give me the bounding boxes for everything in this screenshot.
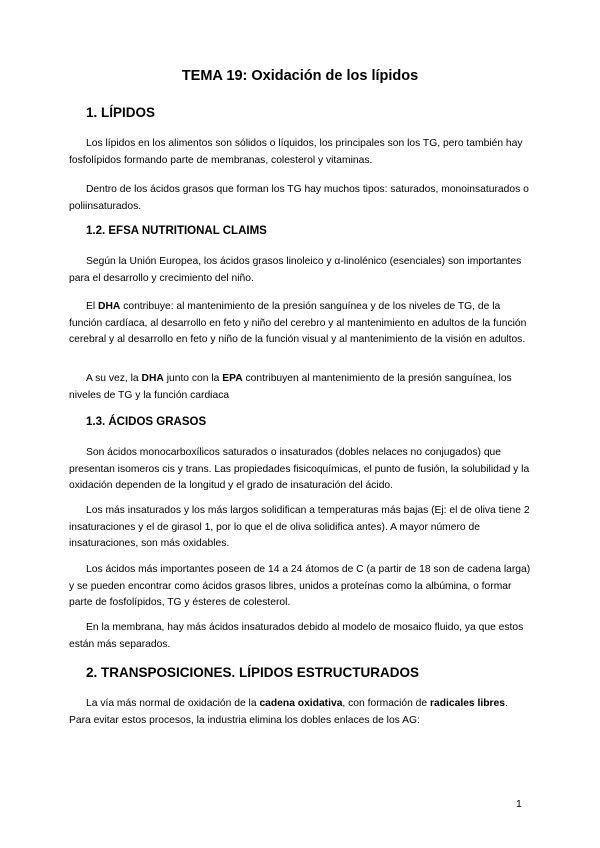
paragraph-acidos-1: Son ácidos monocarboxílicos saturados o insaturados (dobles nelaces no conjugados) que presentan isomeros cis y trans. Las propiedades fisicoquímicas, el punto de fusión, la solubilidad y la oxidación dependen de la longitud y el grado de insaturación del ácido. bbox=[69, 447, 530, 492]
paragraph-transposiciones-1 bbox=[69, 696, 531, 729]
paragraph-efsa-2 bbox=[69, 299, 531, 349]
text-run: contribuye: al mantenimiento de la presión sanguínea y de los niveles de TG, de la función cardíaca, al desarrollo en feto y niño del cerebro y al mantenimiento en adultos de la función cerebral y al desarrollo en feto y niño de la función visual y al mantenimiento de la visión en adultos. bbox=[69, 301, 527, 346]
heading-efsa: 1.2. EFSA NUTRITIONAL CLAIMS bbox=[86, 225, 267, 237]
paragraph-efsa-3 bbox=[69, 371, 531, 404]
heading-acidos-grasos: 1.3. ÁCIDOS GRASOS bbox=[86, 416, 207, 428]
heading-transposiciones: 2. TRANSPOSICIONES. LÍPIDOS ESTRUCTURADOS bbox=[86, 665, 420, 680]
text-run: junto con la bbox=[163, 373, 223, 384]
bold-dha: DHA bbox=[141, 373, 164, 384]
text-run: , con formación de bbox=[342, 698, 430, 709]
paragraph-lipidos-2: Dentro de los ácidos grasos que forman los TG hay muchos tipos: saturados, monoinsaturados o poliinsaturados. bbox=[69, 184, 529, 212]
bold-radicales-libres: radicales libres bbox=[430, 698, 505, 709]
text-run: . Para evitar estos procesos, la industria elimina los dobles enlaces de los AG: bbox=[69, 698, 508, 726]
paragraph-acidos-4: En la membrana, hay más ácidos insaturados debido al modelo de mosaico fluido, ya que estos están más separados. bbox=[69, 622, 524, 650]
text-run: contribuyen al mantenimiento de la presión sanguínea, los niveles de TG y la función cardiaca bbox=[69, 373, 512, 401]
text-run: A su vez, la bbox=[86, 373, 142, 384]
paragraph-acidos-2: Los más insaturados y los más largos solidifican a temperaturas más bajas (Ej: el de oliva tiene 2 insaturaciones y el de girasol 1, por lo que el de oliva solidifica antes). A mayor número de insaturaciones, son más oxidables. bbox=[69, 505, 530, 550]
bold-dha: DHA bbox=[98, 301, 121, 312]
paragraph-lipidos-1: Los lípidos en los alimentos son sólidos o líquidos, los principales son los TG, pero también hay fosfolípidos formando parte de membranas, colesterol y vitaminas. bbox=[69, 138, 523, 166]
bold-cadena-oxidativa: cadena oxidativa bbox=[259, 698, 343, 709]
document-title: TEMA 19: Oxidación de los lípidos bbox=[181, 68, 419, 84]
paragraph-efsa-1: Según la Unión Europea, los ácidos grasos linoleico y α-linolénico (esenciales) son importantes para el desarrollo y crecimiento del niño. bbox=[69, 256, 522, 284]
page-number: 1 bbox=[516, 798, 522, 810]
text-run: La vía más normal de oxidación de la bbox=[86, 698, 260, 709]
text-run: El bbox=[86, 301, 99, 312]
bold-epa: EPA bbox=[222, 373, 243, 384]
paragraph-acidos-3: Los ácidos más importantes poseen de 14 a 24 átomos de C (a partir de 18 son de cadena larga) y se pueden encontrar como ácidos grasos libres, unidos a proteínas como la albúmina, o formar parte de fosfolípidos, TG y ésteres de colesterol. bbox=[69, 564, 531, 609]
heading-lipidos: 1. LÍPIDOS bbox=[86, 105, 156, 120]
